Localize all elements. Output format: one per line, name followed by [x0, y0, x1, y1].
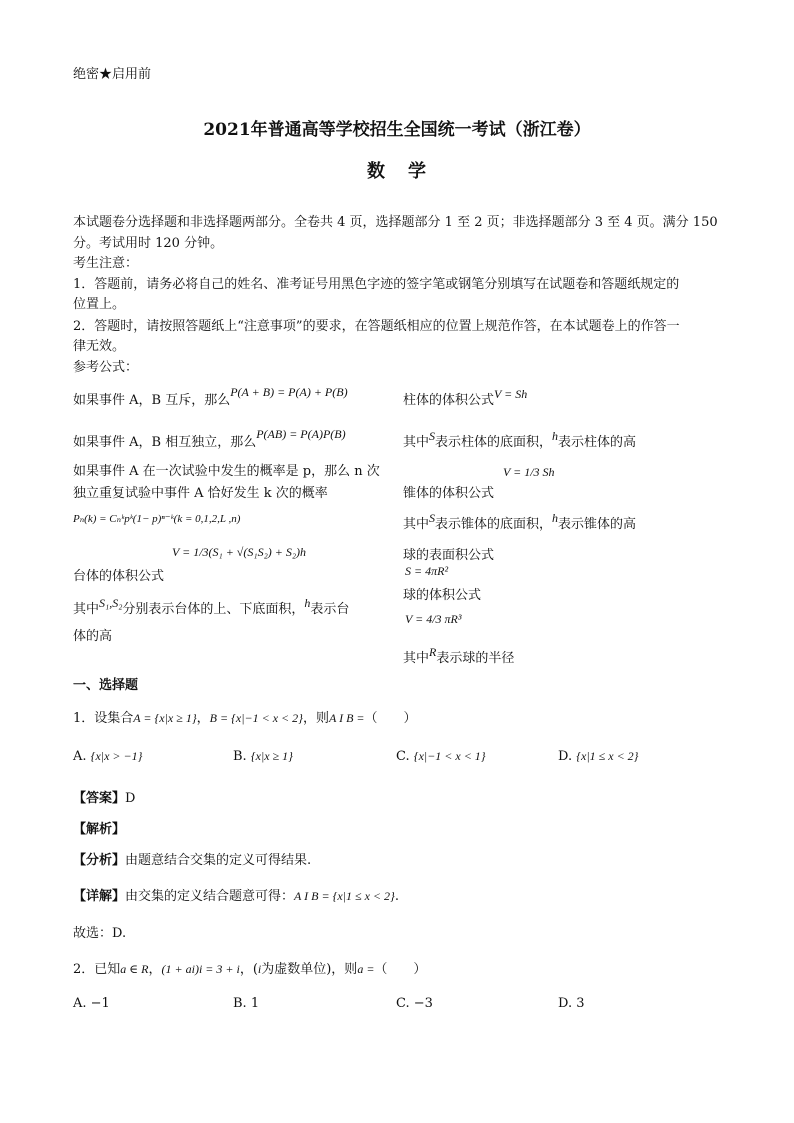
- stem-text: 2．已知: [73, 962, 121, 977]
- note-text: 分别表示台体的上、下底面积，: [122, 602, 305, 617]
- formula-sphere-area-label: 球的表面积公式: [403, 548, 495, 563]
- intro-line-2: 分。考试用时 120 分钟。: [73, 236, 224, 251]
- option-label: B.: [233, 749, 247, 764]
- note-text: 其中: [403, 435, 430, 450]
- option-math: {x|x ≥ 1}: [250, 749, 293, 763]
- formula-math: P(A + B) = P(A) + P(B): [230, 385, 348, 399]
- formula-math: P(AB) = P(A)P(B): [256, 427, 346, 441]
- stem-text: ，则: [302, 711, 329, 726]
- formula-heading: 参考公式：: [73, 360, 139, 375]
- stem-text: 1．设集合: [73, 711, 134, 726]
- intro-line-1: 本试题卷分选择题和非选择题两部分。全卷共 4 页，选择题部分 1 至 2 页；非选择题部分 3 至 4 页。满分 150: [73, 215, 718, 230]
- notice-1-line-2: 位置上。: [73, 297, 126, 312]
- note-math: h: [552, 429, 559, 443]
- q1-option-c: [396, 749, 486, 764]
- notice-heading: 考生注意：: [73, 256, 139, 271]
- note-text: 表示柱体的高: [558, 435, 637, 450]
- q2-option-b: B. 1: [233, 996, 260, 1011]
- stem-math: B = {x|−1 < x < 2}: [209, 711, 303, 725]
- q1-analysis-tag: 【解析】: [73, 822, 126, 837]
- note-text: 表示锥体的底面积，: [435, 517, 553, 532]
- stem-math: a =: [357, 962, 375, 976]
- stem-math: (1 + ai)i = 3 + i: [161, 962, 240, 976]
- question-1-stem: [73, 707, 417, 726]
- page-title: 2021年普通高等学校招生全国统一考试（浙江卷）: [203, 120, 591, 140]
- formula-sphere-note: [403, 647, 514, 666]
- note-math: h: [552, 511, 559, 525]
- option-math: {x|−1 < x < 1}: [413, 749, 486, 763]
- detail-text: 由交集的定义结合题意可得：: [125, 889, 295, 904]
- note-text: 表示台: [310, 602, 350, 617]
- formula-cone-math: V = 1/3 Sh: [503, 465, 555, 479]
- formula-frustum-label: 台体的体积公式: [73, 569, 165, 584]
- q1-option-d: [558, 749, 638, 764]
- answer-tag: 【答案】: [73, 791, 126, 806]
- subject-char-2: 学: [408, 161, 426, 182]
- stem-math: A I B =: [328, 711, 365, 725]
- note-text: 表示球的半径: [436, 651, 515, 666]
- note-text: 其中: [403, 651, 430, 666]
- fenxi-text: 由题意结合交集的定义可得结果.: [125, 853, 312, 868]
- note-math: S: [429, 511, 436, 525]
- stem-text: ，(: [239, 962, 258, 977]
- formula-text: 柱体的体积公式: [403, 393, 495, 408]
- subject-char-1: 数: [367, 161, 385, 182]
- q2-option-a: A. −1: [73, 996, 110, 1011]
- formula-binomial-line-1: 如果事件 A 在一次试验中发生的概率是 p，那么 n 次: [73, 464, 380, 479]
- option-label: C.: [396, 749, 410, 764]
- q1-detail: [73, 885, 399, 904]
- note-math: h: [304, 596, 311, 610]
- answer-value: D: [125, 791, 136, 806]
- formula-cone-note: [403, 513, 636, 532]
- fenxi-tag: 【分析】: [73, 853, 126, 868]
- detail-tag: 【详解】: [73, 889, 126, 904]
- formula-prism: [403, 389, 527, 408]
- note-text: 表示锥体的高: [558, 517, 637, 532]
- formula-sphere-volume-math: V = 4/3 πR³: [405, 612, 462, 626]
- stem-text: 为虚数单位)，则: [261, 962, 358, 977]
- note-text: 其中: [73, 602, 100, 617]
- formula-prism-note: [403, 431, 636, 450]
- stem-text: （ ）: [374, 962, 427, 977]
- stem-math: A = {x|x ≥ 1}: [133, 711, 197, 725]
- note-text: 其中: [403, 517, 430, 532]
- formula-mutually-exclusive: [73, 385, 348, 408]
- section-heading: 一、选择题: [73, 678, 139, 693]
- stem-text: （ ）: [364, 711, 417, 726]
- confidential-label: 绝密★启用前: [73, 67, 152, 82]
- option-math: {x|1 ≤ x < 2}: [576, 749, 639, 763]
- notice-2-line-2: 律无效。: [73, 339, 126, 354]
- formula-sphere-volume-label: 球的体积公式: [403, 588, 482, 603]
- notice-1-line-1: 1．答题前，请务必将自己的姓名、准考证号用黑色字迹的签字笔或钢笔分别填写在试题卷和答题纸规定的: [73, 277, 680, 292]
- notice-2-line-1: 2．答题时，请按照答题纸上“注意事项”的要求，在答题纸相应的位置上规范作答，在本试题卷上的作答一: [73, 319, 680, 334]
- q1-option-b: [233, 749, 293, 764]
- formula-sphere-area-math: S = 4πR²: [405, 564, 449, 578]
- detail-text: .: [394, 889, 399, 904]
- q1-choice: 故选：D.: [73, 926, 127, 941]
- detail-math: A I B = {x|1 ≤ x < 2}: [294, 889, 395, 903]
- q1-answer: [73, 787, 135, 806]
- formula-frustum-math: V = 1/3(S₁ + √(S₁S₂) + S₂)h: [172, 545, 306, 559]
- option-math: {x|x > −1}: [90, 749, 143, 763]
- q2-option-d: D. 3: [558, 996, 585, 1011]
- stem-math: a ∈ R: [120, 962, 149, 976]
- formula-text: 如果事件 A，B 互斥，那么: [73, 393, 231, 408]
- formula-frustum-note-2: 体的高: [73, 629, 113, 644]
- formula-binomial-line-2: 独立重复试验中事件 A 恰好发生 k 次的概率: [73, 486, 328, 501]
- q1-fenxi: [73, 849, 311, 868]
- option-label: D.: [558, 749, 573, 764]
- note-math: S: [429, 429, 436, 443]
- note-math: R: [429, 645, 437, 659]
- formula-binomial-math: Pₙ(k) = Cₙᵏpᵏ(1− p)ⁿ⁻ᵏ(k = 0,1,2,L ,n): [73, 513, 241, 525]
- formula-math: V = Sh: [494, 387, 528, 401]
- stem-math: i: [257, 962, 262, 976]
- note-math: S₁,S₂: [99, 596, 123, 610]
- stem-text: ，: [148, 962, 162, 977]
- stem-text: ，: [196, 711, 210, 726]
- option-label: A.: [73, 749, 87, 764]
- note-text: 表示柱体的底面积，: [435, 435, 553, 450]
- question-2-stem: [73, 958, 426, 977]
- q2-option-c: C. −3: [396, 996, 433, 1011]
- formula-independent: [73, 427, 346, 450]
- formula-frustum-note-1: [73, 598, 349, 617]
- q1-option-a: [73, 749, 142, 764]
- formula-cone-label: 锥体的体积公式: [403, 486, 495, 501]
- formula-text: 如果事件 A，B 相互独立，那么: [73, 435, 257, 450]
